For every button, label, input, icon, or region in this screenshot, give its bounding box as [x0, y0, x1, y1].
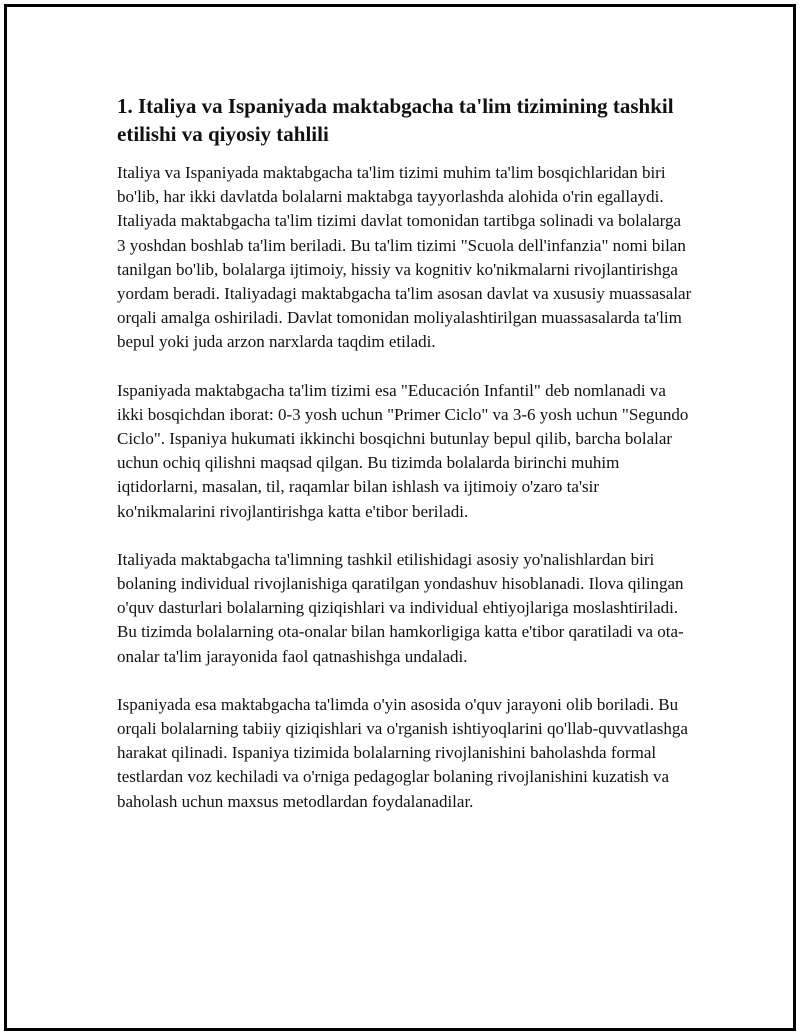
paragraph-spain-overview: Ispaniyada maktabgacha ta'lim tizimi esa "Educación Infantil" deb nomlanadi va ikki bosqichdan iborat: 0-3 yosh uchun "Primer Ciclo" va 3-6 yosh uchun "Segundo Ciclo". Ispaniya hukumati ikkinchi bosqichni butunlay bepul qilib, barcha bolalar uchun ochiq qilishni maqsad qilgan. Bu tizimda bolalarda birinchi muhim iqtidorlarni, masalan, til, raqamlar bilan ishlash va ijtimoiy o'zaro ta'sir ko'nikmalarini rivojlantirishga katta e'tibor beriladi.	[117, 380, 689, 521]
paragraph-spain-approach: Ispaniyada esa maktabgacha ta'limda o'yin asosida o'quv jarayoni olib boriladi. Bu orqali bolalarning tabiiy qiziqishlari va o'rganish ishtiyoqlarini qo'llab-quvvatlashga harakat qilinadi. Ispaniya tizimida bolalarning rivojlanishini baholashda formal testlardan voz kechiladi va o'rniga pedagoglar bolaning rivojlanishini kuzatish va baholash uchun maxsus metodlardan foydalanadilar.	[117, 694, 688, 811]
section-heading: 1. Italiya va Ispaniyada maktabgacha ta'lim tizimining tashkil etilishi va qiyosiy tahlili	[117, 94, 674, 146]
document-body	[117, 92, 692, 814]
paragraph-italy-overview: Italiya va Ispaniyada maktabgacha ta'lim tizimi muhim ta'lim bosqichlaridan biri bo'lib, har ikki davlatda bolalarni maktabga tayyorlashda alohida o'rin egallaydi. Italiyada maktabgacha ta'lim tizimi davlat tomonidan tartibga solinadi va bolalarga 3 yoshdan boshlab ta'lim beriladi. Bu ta'lim tizimi "Scuola dell'infanzia" nomi bilan tanilgan bo'lib, bolalarga ijtimoiy, hissiy va kognitiv ko'nikmalarni rivojlantirishga yordam beradi. Italiyadagi maktabgacha ta'lim asosan davlat va xususiy muassasalar orqali amalga oshiriladi. Davlat tomonidan moliyalashtirilgan muassasalarda ta'lim bepul yoki juda arzon narxlarda taqdim etiladi.	[117, 163, 692, 352]
paragraph-italy-approach: Italiyada maktabgacha ta'limning tashkil etilishidagi asosiy yo'nalishlardan biri bolaning individual rivojlanishiga qaratilgan yondashuv hisoblanadi. Ilova qilingan o'quv dasturlari bolalarning qiziqishlari va individual ehtiyojlariga moslashtiriladi. Bu tizimda bolalarning ota-onalar bilan hamkorligiga katta e'tibor qaratiladi va ota-onalar ta'lim jarayonida faol qatnashishga undaladi.	[117, 549, 684, 666]
